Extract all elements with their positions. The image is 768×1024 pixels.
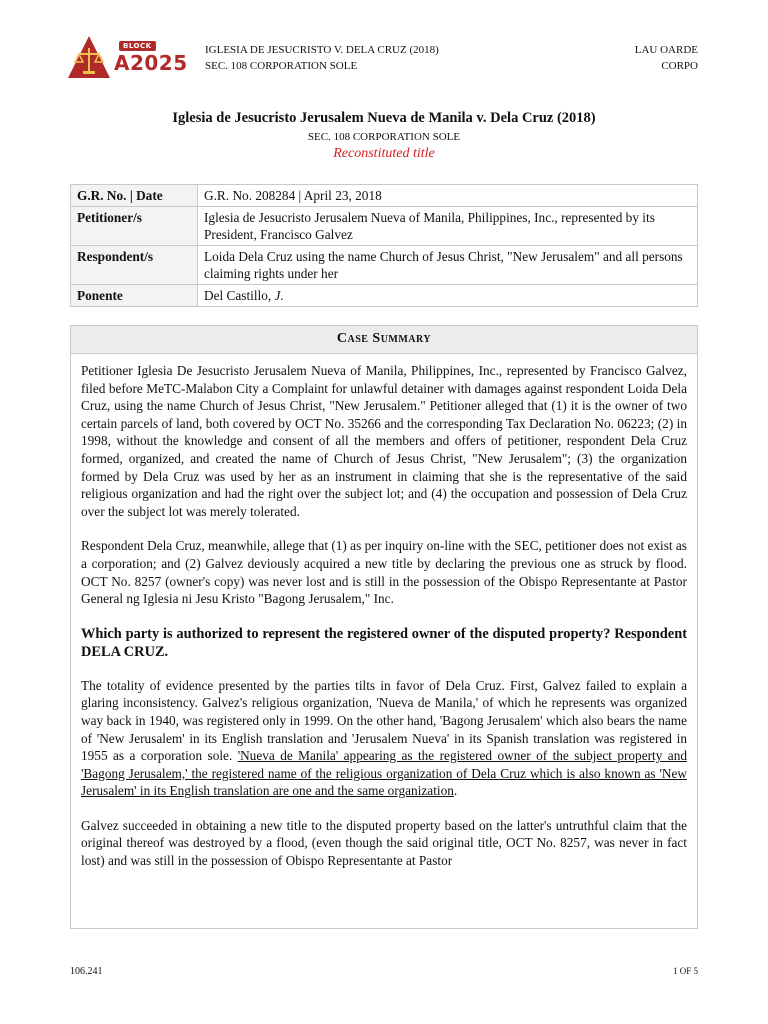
row-label: Respondent/s [71,246,198,285]
reconstituted-note: Reconstituted title [333,146,435,161]
page-subtitle: SEC. 108 CORPORATION SOLE [307,131,461,143]
summary-paragraph-facts: Petitioner Iglesia De Jesucristo Jerusalem Nueva of Manila, Philippines, Inc., represented by Francisco Galvez, filed before MeTC-Malabon City a Complaint for unlawful detainer with damages against respondent Loida Dela Cruz, using the name Church of Jesus Christ, "New Jerusalem." Petitioner alleged that (1) it is the owner of two certain parcels of land, both covered by OCT No. 35266 and the corresponding Tax Declaration No. 06223; (2) in 1998, without the knowledge and consent of all the members and offers of petitioner, respondent Dela Cruz formed, organized, and created the name of Church of Jesus Christ, "New Jerusalem"; (3) the organization formed by Dela Cruz was used by her as an instrument in claiming that she is the representative of the said religious organization and had the right over the subject lot; and (4) the occupation and possession of Dela Cruz over the subject lot was merely tolerated. [81,363,687,519]
ponente-name: Del Castillo, [204,288,275,303]
brand-logo [66,34,188,84]
header-case-line: IGLESIA DE JESUCRISTO V. DELA CRUZ (2018) [205,44,439,56]
footer-course-code: 106.241 [70,966,103,977]
ruling-text: The totality of evidence presented by the parties tilts in favor of Dela Cruz. First, Galvez failed to explain a glaring inconsistency. Galvez's religious organization, 'Nueva de Manila,' of which he represents was organized way back in 1940, was registered only in 1999. On the other hand, 'Bagong Jerusalem' which also bears the name of 'New Jerusalem' in its English translation and 'Jerusalem Nueva' in its Spanish translation was registered in 1955 as a corporation sole. [81,677,687,764]
summary-paragraph-respondent: Respondent Dela Cruz, meanwhile, allege that (1) as per inquiry on-line with the SEC, petitioner does not exist as a corporation; and (2) Galvez deviously acquired a new title by declaring the previous one as struck by flood. OCT No. 8257 (owner's copy) was never lost and is still in the possession of the Obispo Representante at Pastor General ng Iglesia ni Jesu Kristo "Bagong Jerusalem," Inc. [81,538,687,607]
header-topic-line: SEC. 108 CORPORATION SOLE [205,60,358,72]
page-title: Iglesia de Jesucristo Jerusalem Nueva de Manila v. Dela Cruz (2018) [172,110,596,126]
logo-block-label: BLOCK [119,41,156,51]
table-row [71,246,698,285]
summary-heading: Case Summary [71,326,697,354]
issue-question: Which party is authorized to represent the registered owner of the disputed property? Respondent DELA CRUZ. [81,625,687,660]
summary-paragraph-ruling [81,677,687,800]
header-author: LAU OARDE [634,44,698,56]
ruling-underlined-text: 'Nueva de Manila' appearing as the registered owner of the subject property and 'Bagong Jerusalem,' the registered name of the religious organization of Dela Cruz which is also known as 'New Jerusalem' in its English translation are one and the same organization [81,748,687,799]
summary-body [71,354,697,870]
table-row [71,207,698,246]
row-label: G.R. No. | Date [71,185,198,207]
header-subject: CORPO [661,60,698,72]
case-info-table [70,184,698,307]
ruling-end: . [453,783,458,799]
title-block [0,110,768,162]
table-row [71,185,698,207]
row-value [198,285,698,307]
table-row [71,285,698,307]
case-summary-box [70,325,698,929]
header-author-info [635,42,698,74]
row-value: G.R. No. 208284 | April 23, 2018 [198,185,698,207]
footer-page-number: 1 OF 5 [672,966,698,976]
row-label: Ponente [71,285,198,307]
summary-paragraph-title: Galvez succeeded in obtaining a new title to the disputed property based on the latter's untruthful claim that the original thereof was destroyed by a flood, (even though the said original title, OCT No. 8257, was never in fact lost) and was still in the possession of Obispo Representante at Pastor [81,817,687,869]
row-label: Petitioner/s [71,207,198,246]
row-value: Iglesia de Jesucristo Jerusalem Nueva of Manila, Philippines, Inc., represented by its President, Francisco Galvez [198,207,698,246]
logo-year-label: A2025 [114,51,188,75]
header-case-info [205,42,439,74]
row-value: Loida Dela Cruz using the name Church of Jesus Christ, "New Jerusalem" and all persons claiming rights under her [198,246,698,285]
ponente-suffix: J. [274,288,284,303]
scales-of-justice-icon [66,34,112,82]
